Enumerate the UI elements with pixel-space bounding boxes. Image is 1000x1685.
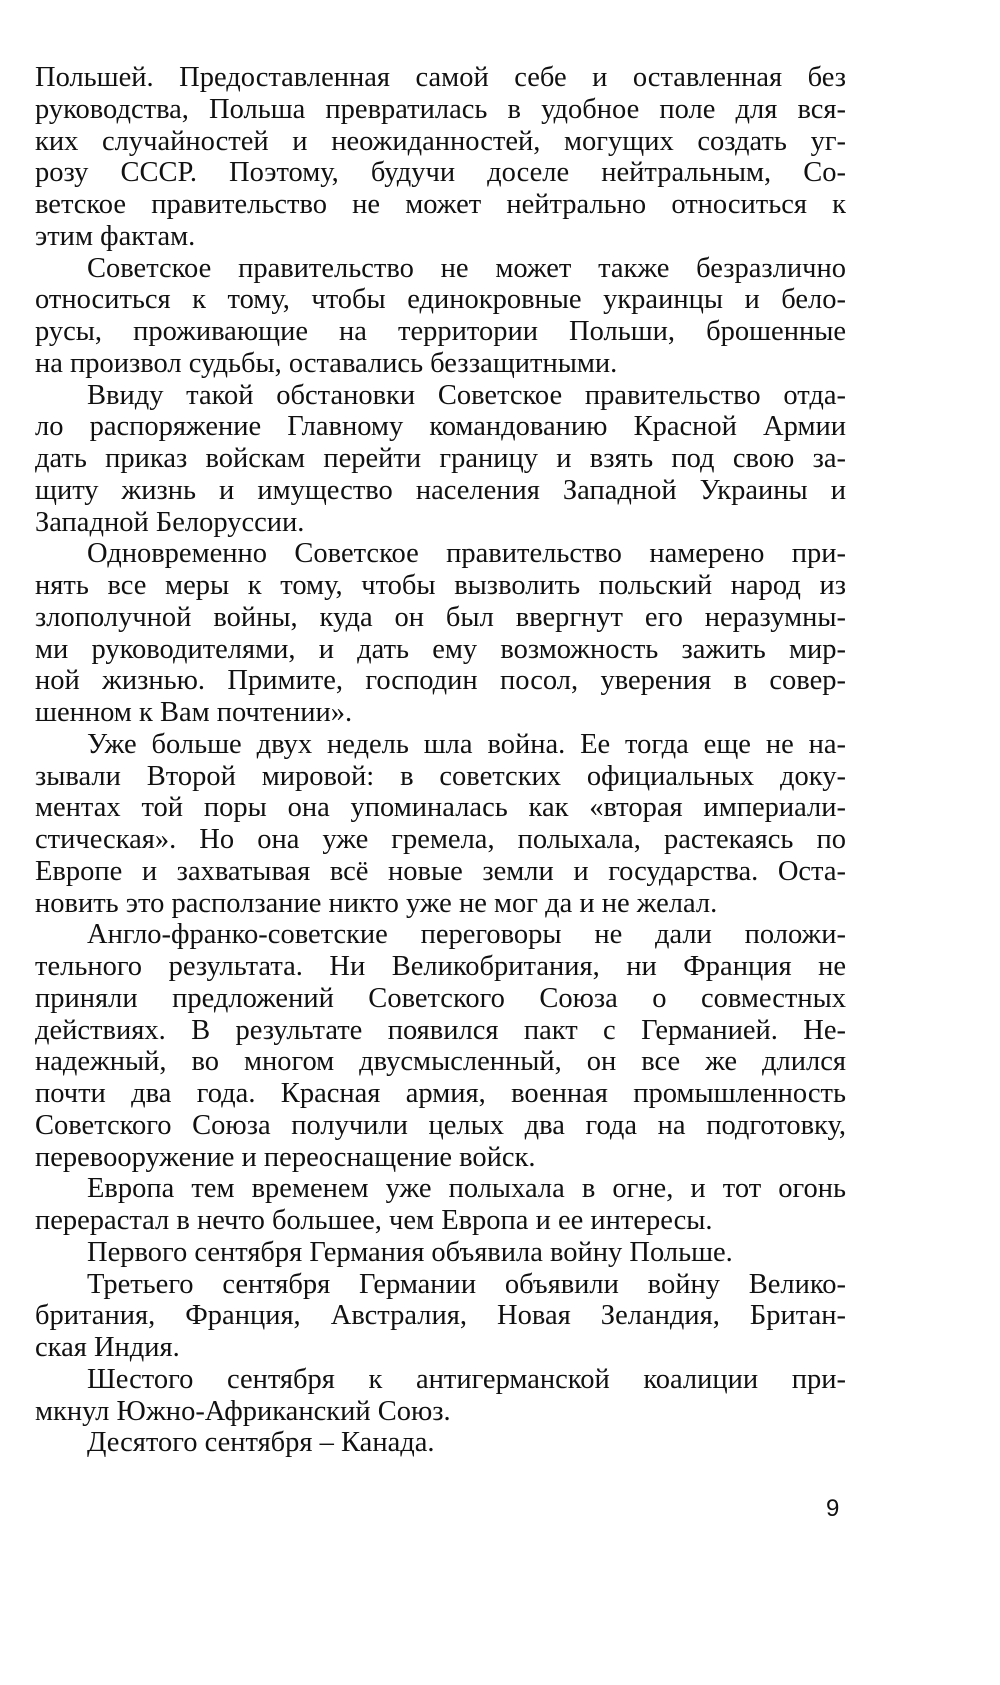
text-line: мкнул Южно-Африканский Союз.	[35, 1395, 451, 1427]
text-line: Европа тем временем уже полыхала в огне, и тот огонь	[87, 1173, 846, 1205]
text-line: Западной Белоруссии.	[35, 506, 305, 538]
text-line: приняли предложений Советского Союза о совместных	[35, 982, 846, 1014]
text-line: почти два года. Красная армия, военная промышленность	[35, 1078, 846, 1109]
text-line: Уже больше двух недель шла война. Ее тогда еще не на-	[87, 728, 846, 760]
text-line: перерастал в нечто большее, чем Европа и ее интересы.	[35, 1205, 713, 1236]
text-line: новить это расползание никто уже не мог да и не желал.	[35, 887, 718, 919]
text-line: перевооружение и переоснащение войск.	[35, 1141, 536, 1173]
text-line: ветское правительство не может нейтрально относиться к	[35, 189, 846, 220]
text-line: Одновременно Советское правительство намерено при-	[87, 538, 846, 570]
page-number: 9	[826, 1495, 840, 1522]
text-line: русы, проживающие на территории Польши, брошенные	[35, 316, 846, 347]
text-line: зывали Второй мировой: в советских официальных доку-	[35, 760, 846, 792]
text-line: Десятого сентября – Канада.	[87, 1427, 435, 1459]
page-body-text	[35, 62, 846, 1459]
text-line: щиту жизнь и имущество населения Западной Украины и	[35, 474, 846, 506]
text-line: британия, Франция, Австралия, Новая Зеландия, Британ-	[35, 1300, 846, 1332]
text-line: ментах той поры она упоминалась как «вторая империали-	[35, 792, 846, 824]
text-line: шенном к Вам почтении».	[35, 697, 353, 728]
text-line: злополучной войны, куда он был ввергнут его неразумны-	[35, 601, 846, 633]
text-line: тельного результата. Ни Великобритания, ни Франция не	[35, 951, 846, 982]
text-line: Европе и захватывая всё новые земли и государства. Оста-	[35, 855, 846, 887]
text-line: Ввиду такой обстановки Советское правительство отда-	[87, 379, 846, 411]
text-line: ной жизнью. Примите, господин посол, уверения в совер-	[35, 665, 846, 697]
text-line: ская Индия.	[35, 1332, 180, 1363]
text-line: надежный, во многом двусмысленный, он все же длился	[35, 1046, 846, 1078]
text-line: дать приказ войскам перейти границу и взять под свою за-	[35, 443, 846, 474]
text-line: ми руководителями, и дать ему возможность зажить мир-	[35, 633, 846, 665]
text-line: ких случайностей и неожиданностей, могущих создать уг-	[35, 125, 846, 157]
text-line: Польшей. Предоставленная самой себе и оставленная без	[35, 62, 846, 93]
text-line: Советского Союза получили целых два года на подготовку,	[35, 1109, 846, 1141]
text-line: Первого сентября Германия объявила войну Польше.	[87, 1236, 733, 1268]
text-line: этим фактам.	[35, 220, 196, 252]
text-line: Шестого сентября к антигерманской коалиции при-	[87, 1363, 846, 1395]
text-line: ло распоряжение Главному командованию Красной Армии	[35, 411, 846, 443]
text-line: Третьего сентября Германии объявили войну Велико-	[87, 1268, 846, 1300]
text-line: нять все меры к тому, чтобы вызволить польский народ из	[35, 570, 846, 601]
text-line: Советское правительство не может также безразлично	[87, 252, 846, 284]
text-line: действиях. В результате появился пакт с Германией. Не-	[35, 1014, 846, 1046]
text-line: руководства, Польша превратилась в удобное поле для вся-	[35, 93, 846, 125]
text-line: стическая». Но она уже гремела, полыхала, растекаясь по	[35, 824, 846, 855]
text-line: розу СССР. Поэтому, будучи доселе нейтральным, Со-	[35, 157, 846, 189]
text-line: относиться к тому, чтобы единокровные украинцы и бело-	[35, 284, 846, 316]
text-line: Англо-франко-советские переговоры не дали положи-	[87, 919, 846, 951]
text-line: на произвол судьбы, оставались беззащитными.	[35, 347, 618, 379]
